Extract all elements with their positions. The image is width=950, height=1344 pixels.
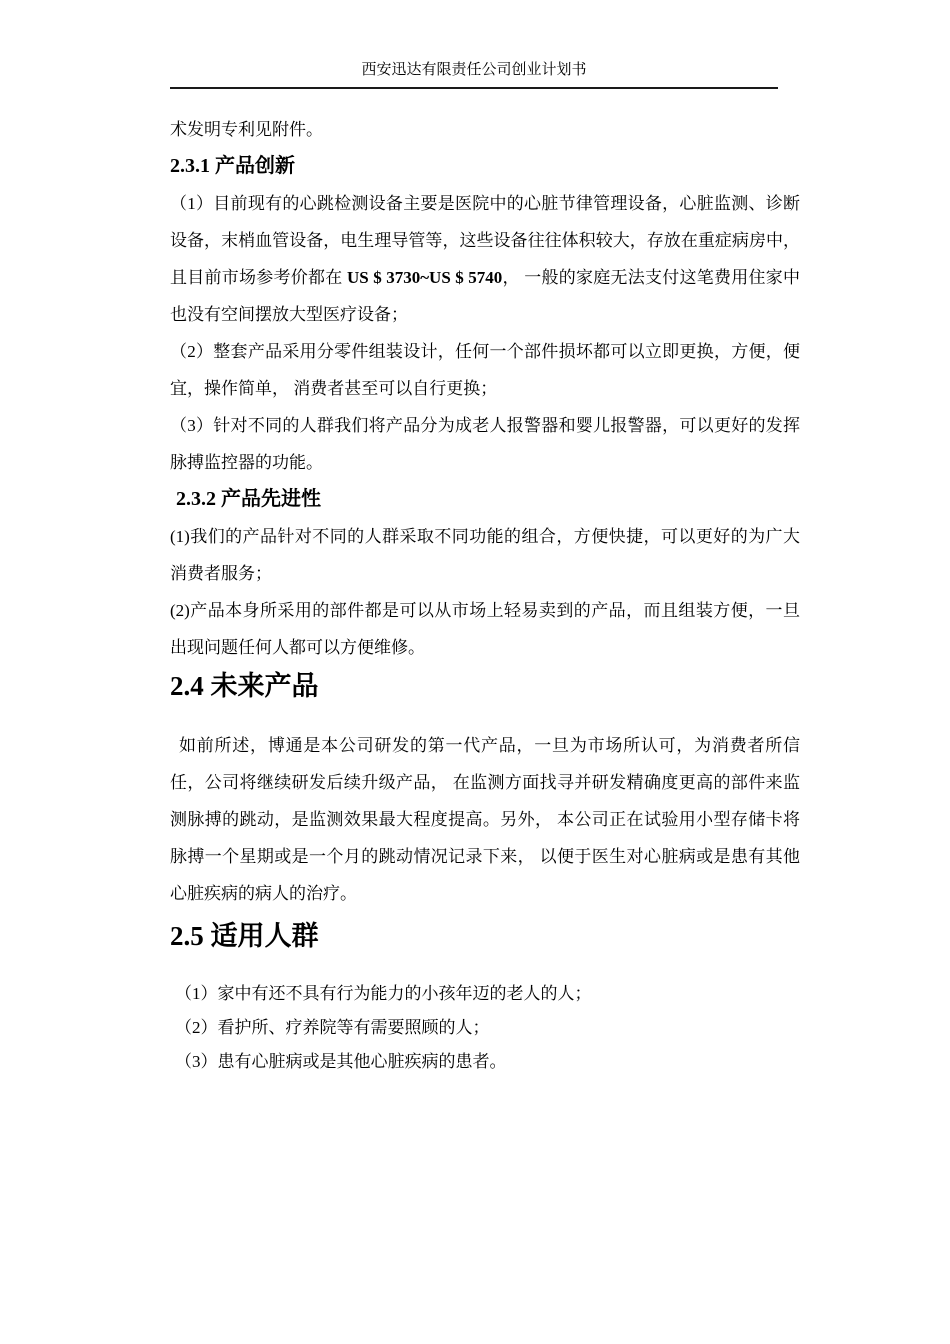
audience-list-item-2: （2）看护所、疗养院等有需要照顾的人；: [175, 1018, 490, 1037]
heading-2-3-1: 2.3.1 产品创新: [170, 155, 295, 177]
paragraph-231-item1-lead: （1）目前现有的心跳检测设备主要是医院中的心脏节律管理设备，心脏监测、诊断设备，末梢血管设备，电生理导管等，这些设备往往体积较大，存放在重症病房中，且目前市场参考价都在: [170, 194, 800, 287]
document-body: [170, 111, 800, 1079]
heading-2-3-2: 2.3.2 产品先进性: [176, 488, 321, 510]
paragraph-231-item2: （2）整套产品采用分零件组装设计，任何一个部件损坏都可以立即更换，方便，便宜，操作简单， 消费者甚至可以自行更换；: [170, 342, 800, 398]
price-range-value: US $ 3730~US $ 5740: [346, 268, 503, 287]
heading-2-4: 2.4 未来产品: [170, 671, 319, 701]
paragraph-232-item2: (2)产品本身所采用的部件都是可以从市场上轻易卖到的产品，而且组装方便，一旦出现问题任何人都可以方便维修。: [170, 601, 800, 657]
paragraph-24-body: 如前所述，博通是本公司研发的第一代产品，一旦为市场所认可，为消费者所信任，公司将继续研发后续升级产品， 在监测方面找寻并研发精确度更高的部件来监测脉搏的跳动，是监测效果最大程度提高。另外， 本公司正在试验用小型存储卡将脉搏一个星期或是一个月的跳动情况记录下来， 以便于医生对心脏病或是患有其他心脏疾病的病人的治疗。: [170, 736, 800, 903]
paragraph-231-item1: [170, 185, 800, 333]
audience-list-item-3: （3）患有心脏病或是其他心脏疾病的患者。: [175, 1052, 507, 1071]
page-header: [170, 61, 778, 89]
paragraph-231-item3: （3）针对不同的人群我们将产品分为成老人报警器和婴儿报警器，可以更好的发挥脉搏监控器的功能。: [170, 416, 800, 472]
paragraph-231-item1-tail: ， 一般的家庭无法支付这笔费用住家中也没有空间摆放大型医疗设备；: [170, 268, 800, 324]
heading-2-5: 2.5 适用人群: [170, 921, 319, 951]
audience-list-item-1: （1）家中有还不具有行为能力的小孩年迈的老人的人；: [175, 984, 592, 1003]
audience-list: [170, 977, 800, 1079]
header-title: 西安迅达有限责任公司创业计划书: [361, 62, 587, 78]
paragraph-intro: 术发明专利见附件。: [170, 120, 323, 139]
paragraph-232-item1: (1)我们的产品针对不同的人群采取不同功能的组合，方便快捷，可以更好的为广大消费者服务；: [170, 527, 800, 583]
